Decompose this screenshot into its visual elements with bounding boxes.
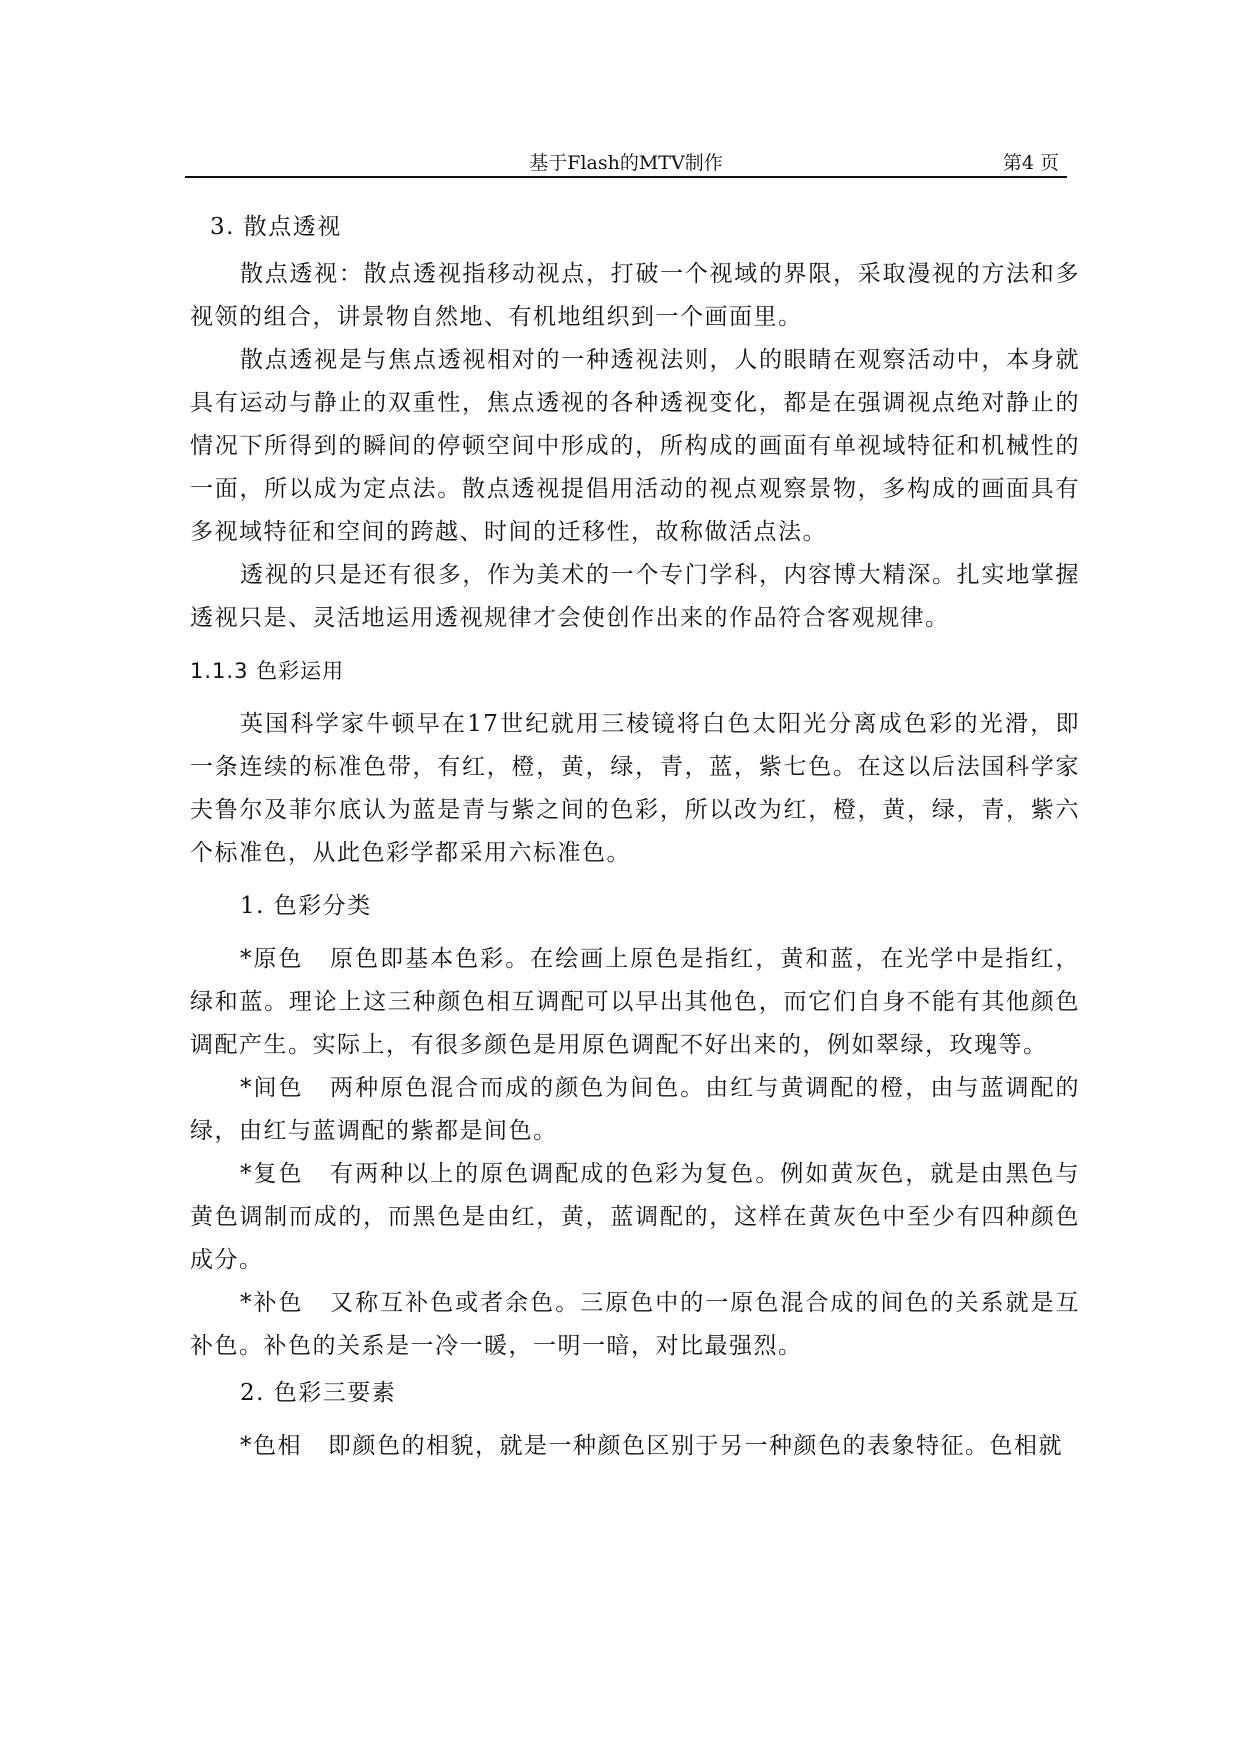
- paragraph-definition: 散点透视：散点透视指移动视点，打破一个视域的界限，采取漫视的方法和多视领的组合，讲景物自然地、有机地组织到一个画面里。: [190, 261, 1080, 330]
- paragraph-complementary-color: [190, 1282, 1080, 1368]
- heading-color-elements: 2. 色彩三要素: [240, 1380, 397, 1406]
- text-complementary: 又称互补色或者余色。三原色中的一原色混合成的间色的关系就是互补色。补色的关系是一冷一暖，一明一暗，对比最强烈。: [190, 1290, 1081, 1359]
- term-complementary: *补色: [240, 1290, 304, 1316]
- paragraph-tertiary-color: [190, 1153, 1080, 1282]
- heading-color-classification: 1. 色彩分类: [240, 893, 372, 919]
- text-hue: 即颜色的相貌，就是一种颜色区别于另一种颜色的表象特征。色相就: [328, 1433, 1063, 1459]
- paragraph-primary-color: [190, 938, 1080, 1067]
- paragraph-comparison: 散点透视是与焦点透视相对的一种透视法则，人的眼睛在观察活动中，本身就具有运动与静止的双重性，焦点透视的各种透视变化，都是在强调视点绝对静止的情况下所得到的瞬间的停顿空间中形成的，所构成的画面有单视域特征和机械性的一面，所以成为定点法。散点透视提倡用活动的视点观察景物，多构成的画面具有多视域特征和空间的跨越、时间的迁移性，故称做活点法。: [190, 347, 1080, 545]
- text-tertiary: 有两种以上的原色调配成的色彩为复色。例如黄灰色，就是由黑色与黄色调制而成的，而黑色是由红，黄，蓝调配的，这样在黄灰色中至少有四种颜色成分。: [190, 1161, 1081, 1273]
- header-title: 基于Flash的MTV制作: [529, 152, 723, 174]
- heading-scatter-perspective: 3. 散点透视: [210, 214, 342, 240]
- paragraph-summary: 透视的只是还有很多，作为美术的一个专门学科，内容博大精深。扎实地掌握透视只是、灵活地运用透视规律才会使创作出来的作品符合客观规律。: [190, 562, 1080, 631]
- header-page-number: 第4 页: [1002, 152, 1059, 174]
- term-primary: *原色: [240, 946, 304, 972]
- term-tertiary: *复色: [240, 1161, 304, 1187]
- paragraph-newton: 英国科学家牛顿早在17世纪就用三棱镜将白色太阳光分离成色彩的光滑，即一条连续的标准色带，有红，橙，黄，绿，青，蓝，紫七色。在这以后法国科学家夫鲁尔及菲尔底认为蓝是青与紫之间的色彩，所以改为红，橙，黄，绿，青，紫六个标准色，从此色彩学都采用六标准色。: [190, 711, 1080, 866]
- header-divider: [185, 176, 1067, 178]
- section-heading-color: 1.1.3 色彩运用: [190, 659, 345, 683]
- text-primary: 原色即基本色彩。在绘画上原色是指红，黄和蓝，在光学中是指红，绿和蓝。理论上这三种颜色相互调配可以早出其他色，而它们自身不能有其他颜色调配产生。实际上，有很多颜色是用原色调配不好出来的，例如翠绿，玫瑰等。: [190, 946, 1081, 1058]
- page-header: [185, 146, 1067, 176]
- document-body: [190, 206, 1080, 1468]
- paragraph-secondary-color: [190, 1067, 1080, 1153]
- term-hue: *色相: [240, 1433, 302, 1459]
- term-secondary: *间色: [240, 1075, 304, 1101]
- paragraph-hue: [190, 1425, 1080, 1468]
- text-secondary: 两种原色混合而成的颜色为间色。由红与黄调配的橙，由与蓝调配的绿，由红与蓝调配的紫都是间色。: [190, 1075, 1081, 1144]
